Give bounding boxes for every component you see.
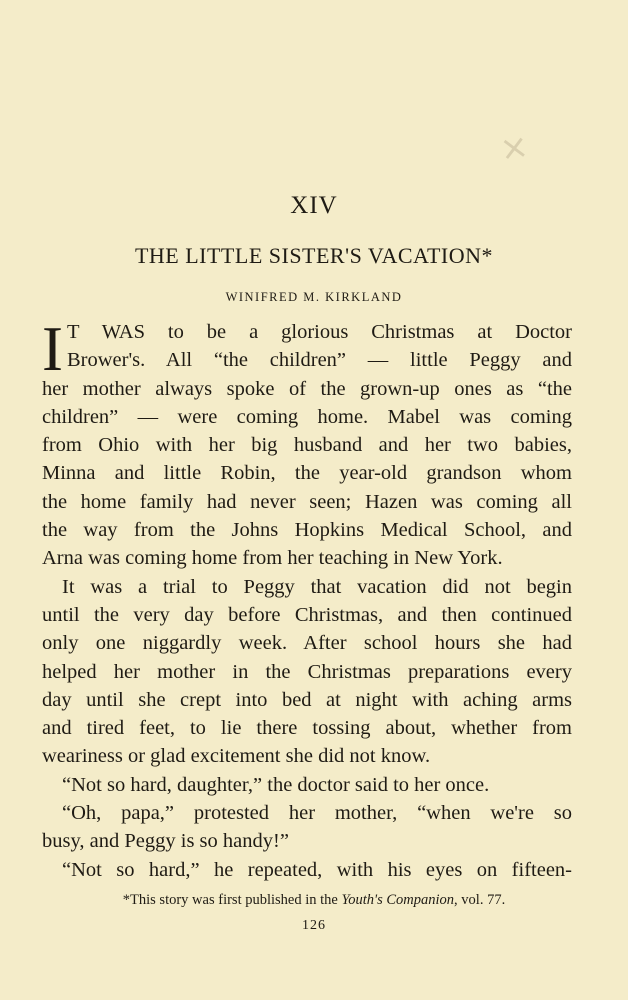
text-line: “Not so hard,” he repeated, with his eyes on fifteen- — [62, 858, 572, 881]
text-line: Brower's. All “the children” — little Peggy and — [66, 349, 572, 372]
text-line: children” — were coming home. Mabel was coming — [42, 405, 572, 428]
text-line: day until she crept into bed at night with aching arms — [42, 688, 572, 711]
footnote-source: Youth's Companion — [341, 892, 455, 908]
story-title: THE LITTLE SISTER'S VACATION* — [134, 243, 494, 268]
text-line: from Ohio with her big husband and her two babies, — [42, 434, 572, 457]
text-line: her mother always spoke of the grown-up ones as “the — [42, 377, 572, 400]
footnote — [0, 892, 628, 909]
text-line: the home family had never seen; Hazen was coming all — [42, 490, 572, 513]
text-line: helped her mother in the Christmas preparations every — [42, 660, 572, 683]
text-line: and tired feet, to lie there tossing about, whether from — [42, 717, 572, 740]
text-line: Arna was coming home from her teaching in New York. — [42, 547, 503, 570]
text-line: “Oh, papa,” protested her mother, “when we're so — [62, 802, 572, 825]
footnote-prefix: *This story was first published in the — [122, 892, 342, 908]
pencil-mark: × — [497, 126, 532, 170]
story-body — [42, 314, 572, 884]
page-number: 126 — [302, 918, 326, 933]
drop-cap: I — [42, 314, 63, 384]
text-line: It was a trial to Peggy that vacation did not begin — [62, 575, 572, 598]
text-line: Minna and little Robin, the year-old grandson whom — [42, 462, 572, 485]
text-line: until the very day before Christmas, and then continued — [42, 603, 572, 626]
text-line: busy, and Peggy is so handy!” — [42, 830, 289, 853]
author-byline: WINIFRED M. KIRKLAND — [225, 290, 403, 304]
text-line: only one niggardly week. After school hours she had — [42, 632, 572, 655]
chapter-number: XIV — [290, 192, 338, 219]
text-line: T WAS to be a glorious Christmas at Doctor — [66, 321, 572, 343]
footnote-suffix: , vol. 77. — [454, 892, 506, 908]
text-line: weariness or glad excitement she did not know. — [42, 745, 431, 768]
text-line: the way from the Johns Hopkins Medical School, and — [42, 519, 572, 542]
text-line: “Not so hard, daughter,” the doctor said to her once. — [62, 773, 490, 796]
